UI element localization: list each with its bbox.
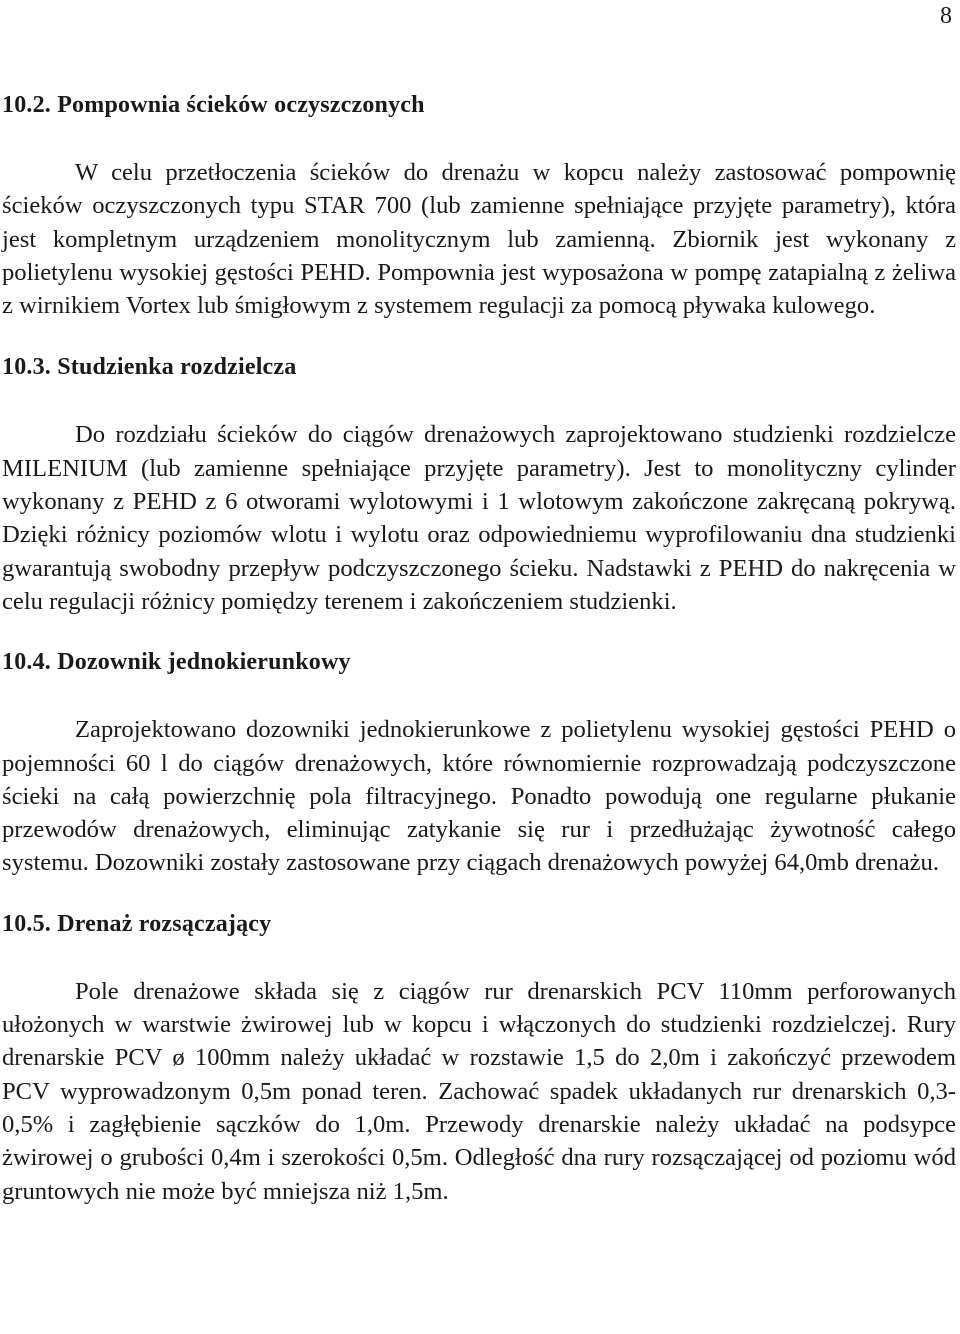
section-body-studzienka: Do rozdziału ścieków do ciągów drenażowych zaprojektowano studzienki rozdzielcze MILENIUM (lub zamienne spełniające przyjęte parametry). Jest to monolityczny cylinder wykonany z PEHD z 6 otworami wylotowymi i 1 wlotowym zakończone zakręcaną pokrywą. Dzięki różnicy poziomów wlotu i wylotu oraz odpowiedniemu wyprofilowaniu dna studzienki gwarantują swobodny przepływ podczyszczonego ścieku. Nadstawki z PEHD do nakręcenia w celu regulacji różnicy pomiędzy terenem i zakończeniem studzienki. [2, 421, 956, 615]
section-body-dozownik: Zaprojektowano dozowniki jednokierunkowe z polietylenu wysokiej gęstości PEHD o pojemności 60 l do ciągów drenażowych, które równomiernie rozprowadzają podczyszczone ścieki na całą powierzchnię pola filtracyjnego. Ponadto powodują one regularne płukanie przewodów drenażowych, eliminując zatykanie się rur i przedłużając żywotność całego systemu. Dozowniki zostały zastosowane przy ciągach drenażowych powyżej 64,0mb drenażu. [2, 716, 956, 877]
section-heading-pompownia: 10.2. Pompownia ścieków oczyszczonych [2, 92, 425, 118]
section-heading-dozownik: 10.4. Dozownik jednokierunkowy [2, 649, 351, 676]
section-body-pompownia: W celu przetłoczenia ścieków do drenażu w kopcu należy zastosować pompownię ścieków oczyszczonych typu STAR 700 (lub zamienne spełniające przyjęte parametry), która jest kompletnym urządzeniem monolitycznym lub zamienną. Zbiornik jest wykonany z polietylenu wysokiej gęstości PEHD. Pompownia jest wyposażona w pompę zatapialną z żeliwa z wirnikiem Vortex lub śmigłowym z systemem regulacji za pomocą pływaka kulowego. [2, 159, 956, 320]
document-content [2, 86, 956, 1208]
page-number: 8 [940, 3, 952, 29]
section-heading-studzienka: 10.3. Studzienka rozdzielcza [2, 354, 297, 381]
section-body-drenaz: Pole drenażowe składa się z ciągów rur drenarskich PCV 110mm perforowanych ułożonych w warstwie żwirowej lub w kopcu i włączonych do studzienki rozdzielczej. Rury drenarskie PCV ø 100mm należy układać w rozstawie 1,5 do 2,0m i zakończyć przewodem PCV wyprowadzonym 0,5m ponad teren. Zachować spadek układanych rur drenarskich 0,3-0,5% i zagłębienie sączków do 1,0m. Przewody drenarskie należy układać na podsypce żwirowej o grubości 0,4m i szerokości 0,5m. Odległość dna rury rozsączającej od poziomu wód gruntowych nie może być mniejsza niż 1,5m. [2, 977, 956, 1205]
section-heading-drenaz: 10.5. Drenaż rozsączający [2, 910, 272, 937]
